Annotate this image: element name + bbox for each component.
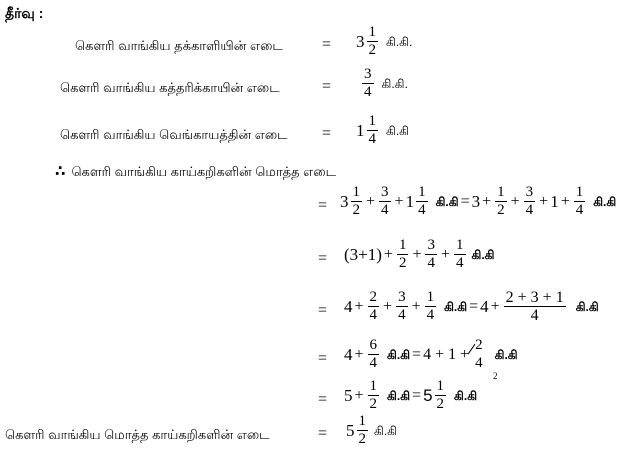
equals-sign: =	[318, 350, 328, 367]
tomato-weight-label: கௌரி வாங்கிய தக்காளியின் எடை	[75, 38, 283, 53]
total-weight-intro: ∴ கௌரி வாங்கிய காய்கறிகளின் மொத்த எடை	[55, 163, 336, 180]
final-weight-label: கௌரி வாங்கிய மொத்த காய்கறிகளின் எடை	[5, 427, 270, 442]
step2-expression: (3+1) + $\frac{1}{2}$ + $\frac{3}{4}$ + $\frac{1}{4}$ கி.கி	[344, 237, 495, 271]
step3-expression-full: 4 + $\frac{2}{4}$ + $\frac{3}{4}$ + $\frac{1}{4}$ கி.கி = 4 + $\frac{2 + 3 + 1}{4}$ கி.கி	[344, 289, 599, 324]
onion-weight-label: கௌரி வாங்கிய வெங்காயத்தின் எடை	[60, 127, 288, 142]
equals-sign: =	[318, 250, 328, 267]
solution-heading: தீர்வு :	[5, 5, 44, 21]
onion-weight-value: 1 $\frac{1}{4}$ கி.கி	[356, 113, 409, 147]
equals-sign: =	[318, 197, 328, 214]
brinjal-weight-label: கௌரி வாங்கிய கத்தரிக்காயின் எடை	[60, 80, 280, 95]
step4-expression: 4 + $\frac{6}{4}$ கி.கி = 4 + 1 + 2 4 கி.கி	[344, 337, 518, 371]
equals-sign: =	[318, 302, 328, 319]
final-weight-value: 5 $\frac{1}{2}$ கி.கி	[346, 413, 397, 447]
step1-expression: 3 $\frac{1}{2}$ + $\frac{3}{4}$ + 1 $\frac{1}{4}$ கி.கி = 3 + $\frac{1}{2}$ + $\frac{3}{4}$ + 1 + $\frac{1}{4}$ கி.கி	[340, 184, 617, 218]
equals-sign: =	[322, 36, 332, 53]
equals-sign: =	[322, 125, 332, 142]
equals-sign: =	[318, 425, 328, 442]
tomato-weight-value: 3 $\frac{1}{2}$ கி.கி.	[356, 24, 413, 58]
brinjal-weight-value: $\frac{3}{4}$ கி.கி.	[364, 66, 408, 100]
reduced-denominator: 2	[493, 371, 498, 381]
step5-expression: 5 + $\frac{1}{2}$ கி.கி = 5 $\frac{1}{2}$ கி.கி	[344, 378, 478, 412]
equals-sign: =	[318, 391, 328, 408]
equals-sign: =	[322, 78, 332, 95]
